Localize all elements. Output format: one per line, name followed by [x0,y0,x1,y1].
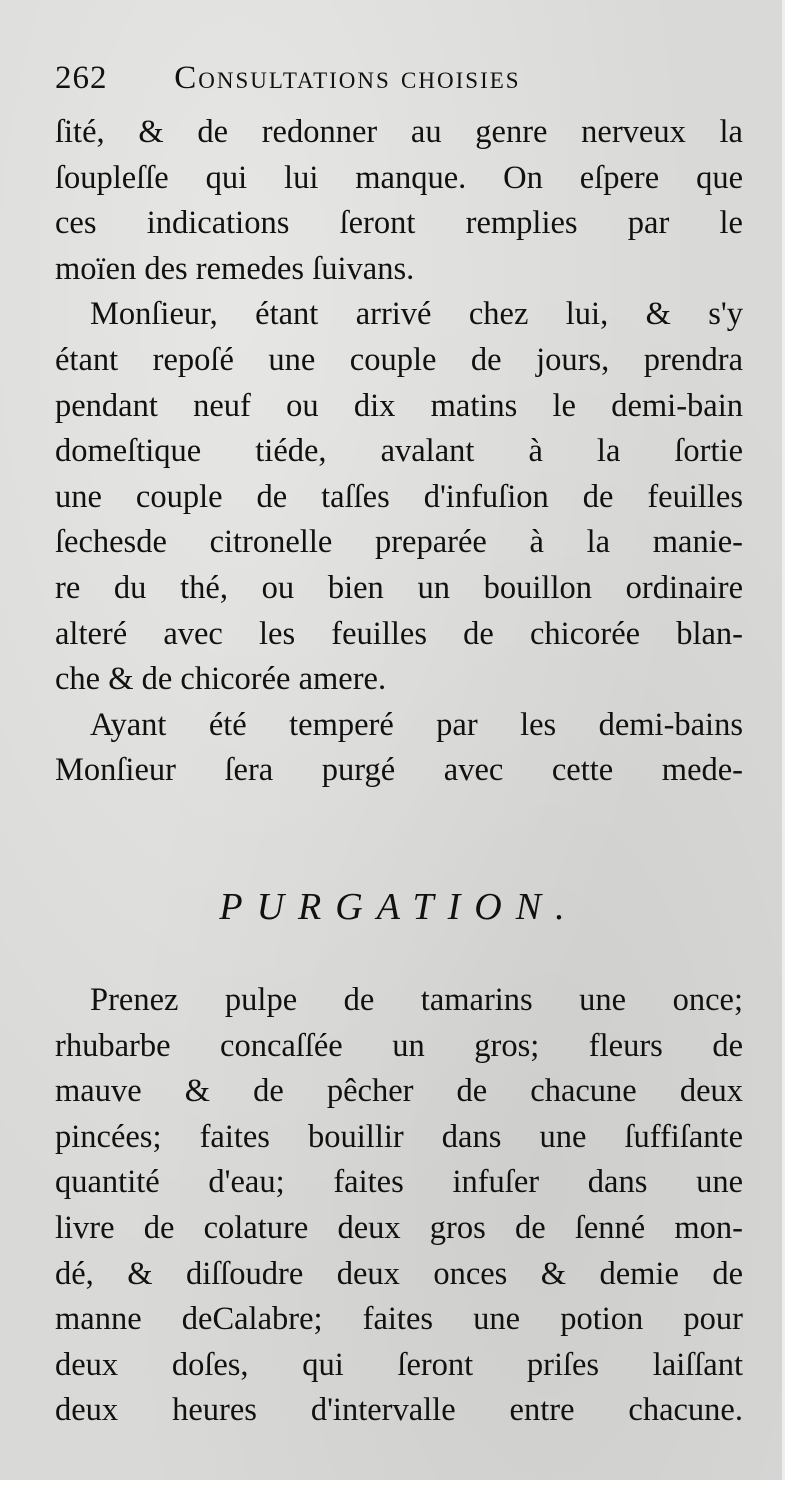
text-line: une couple de taſſes d'infuſion de feuilles [55,478,743,515]
text-line: deux heures d'intervalle entre chacune. [55,1392,743,1429]
text-line: dé, & diſſoudre deux onces & demie de [55,1255,743,1292]
text-line: Monſieur ſera purgé avec cette mede- [55,752,743,789]
page-number: 262 [55,60,108,96]
running-title: Consultations choisies [174,60,521,96]
text-line: ſoupleſſe qui lui manque. On eſpere que [55,159,743,196]
text-line: étant repoſé une couple de jours, prendra [55,341,743,378]
text-line: quantité d'eau; faites infuſer dans une [55,1164,743,1201]
paragraph-start-line: Ayant été temperé par les demi-bains [90,706,743,743]
text-line: re du thé, ou bien un bouillon ordinaire [55,569,743,606]
text-line: ces indications ſeront remplies par le [55,205,743,242]
text-line: moïen des remedes ſuivans. [55,250,415,287]
paragraph-start-line: Prenez pulpe de tamarins une once; [90,982,743,1018]
text-line: ſechesde citronelle preparée à la manie- [55,524,743,561]
page-header [55,60,745,106]
text-line: deux doſes, qui ſeront priſes laiſſant [55,1346,743,1383]
section-heading: PURGATION. [219,886,579,928]
text-line: manne deCalabre; faites une potion pour [55,1301,743,1338]
text-line: alteré avec les feuilles de chicorée blan- [55,615,743,652]
body-text-bottom [55,978,743,1434]
text-line: domeſtique tiéde, avalant à la ſortie [55,433,743,470]
text-line: ſité, & de redonner au genre nerveux la [55,114,743,150]
text-line: che & de chicorée amere. [55,661,387,698]
text-line: rhubarbe concaſſée un gros; fleurs de [55,1027,743,1064]
body-text-top [55,110,743,794]
text-line: mauve & de pêcher de chacune deux [55,1073,743,1110]
paragraph-start-line: Monſieur, étant arrivé chez lui, & s'y [90,296,743,333]
text-line: livre de colature deux gros de ſenné mon- [55,1209,743,1246]
text-line: pendant neuf ou dix matins le demi-bain [55,387,743,424]
text-line: pincées; faites bouillir dans une ſuffiſante [55,1118,743,1155]
